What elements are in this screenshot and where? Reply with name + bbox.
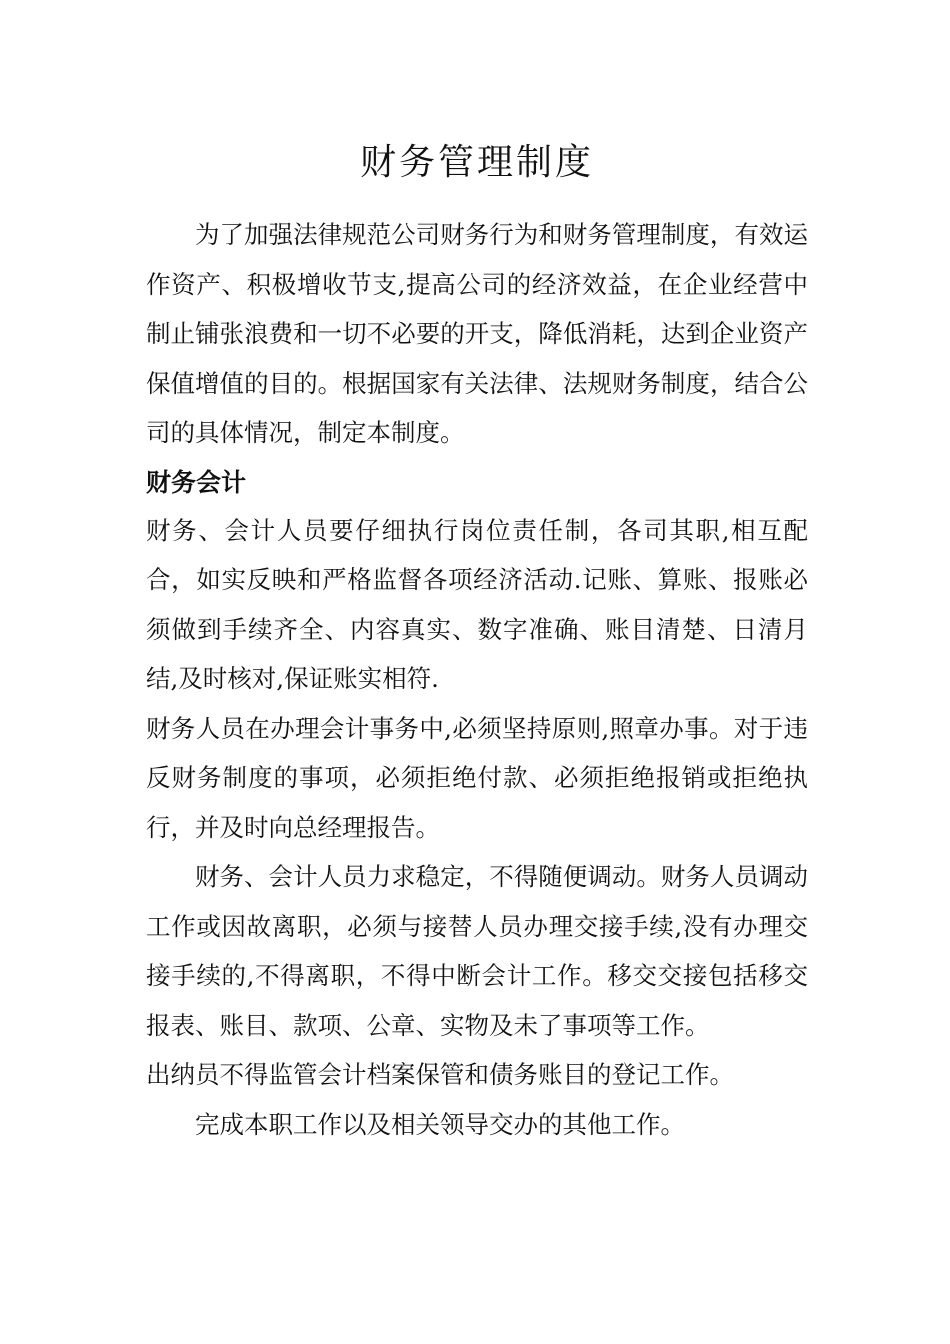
paragraph-stability: 财务、会计人员力求稳定，不得随便调动。财务人员调动工作或因故离职，必须与接替人员办理交接手续,没有办理交接手续的,不得离职，不得中断会计工作。移交交接包括移交报表、账目、款项、公章、实物及未了事项等工作。	[146, 862, 808, 1040]
paragraph-responsibility: 财务、会计人员要仔细执行岗位责任制，各司其职,相互配合，如实反映和严格监督各项经济活动.记账、算账、报账必须做到手续齐全、内容真实、数字准确、账目清楚、日清月结,及时核对,保证账实相符.	[146, 515, 808, 693]
intro-paragraph: 为了加强法律规范公司财务行为和财务管理制度，有效运作资产、积极增收节支,提高公司的经济效益，在企业经营中制止铺张浪费和一切不必要的开支，降低消耗，达到企业资产保值增值的目的。根据国家有关法律、法规财务制度，结合公司的具体情况，制定本制度。	[146, 220, 808, 447]
paragraph-cashier: 出纳员不得监管会计档案保管和债务账目的登记工作。	[146, 1060, 734, 1089]
paragraph-principles: 财务人员在办理会计事务中,必须坚持原则,照章办事。对于违反财务制度的事项，必须拒绝付款、必须拒绝报销或拒绝执行，并及时向总经理报告。	[146, 713, 808, 842]
document-title: 财务管理制度	[359, 142, 594, 183]
section-heading-finance-accounting: 财务会计	[146, 467, 247, 497]
paragraph-other-duties: 完成本职工作以及相关领导交办的其他工作。	[195, 1109, 685, 1139]
